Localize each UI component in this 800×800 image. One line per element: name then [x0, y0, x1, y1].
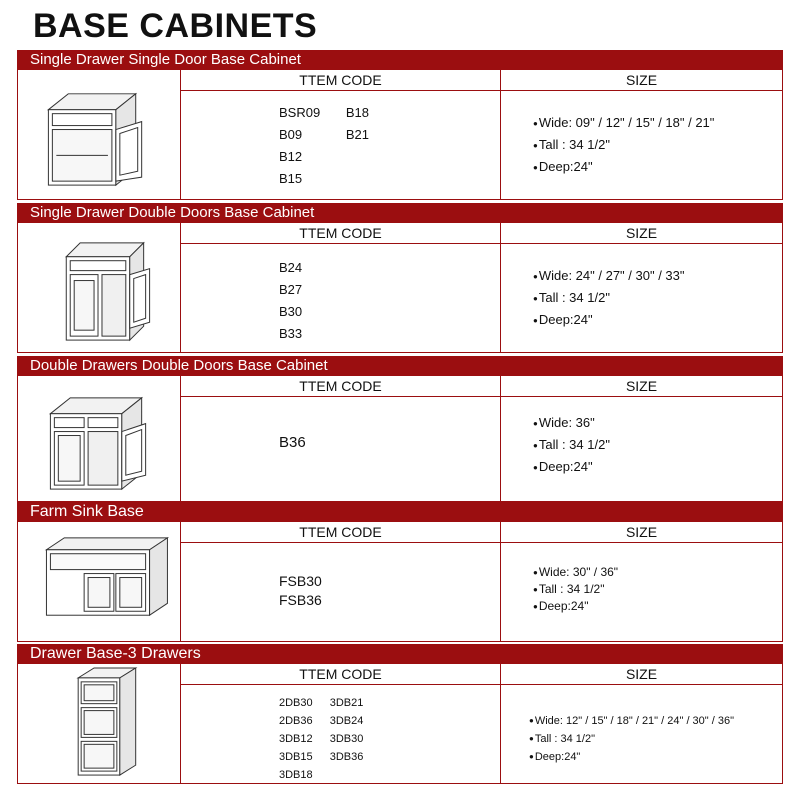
- item-code: 3DB15: [279, 751, 313, 763]
- size-deep: ● Deep:24": [533, 598, 618, 615]
- item-codes: [279, 432, 328, 454]
- section-title: Single Drawer Double Doors Base Cabinet: [17, 203, 783, 223]
- section-title: Double Drawers Double Doors Base Cabinet: [17, 356, 783, 376]
- size-column-header: SIZE: [501, 522, 782, 543]
- section-single-drawer-double-doors: [17, 203, 783, 353]
- item-code: FSB36: [279, 592, 322, 608]
- size-tall: ● Tall : 34 1/2": [533, 581, 618, 598]
- item-codes: [279, 257, 324, 345]
- item-code: B15: [279, 171, 303, 186]
- item-code: B33: [279, 326, 303, 341]
- item-code: 3DB18: [279, 769, 313, 781]
- code-column-header: TTEM CODE: [181, 522, 500, 543]
- item-code: FSB30: [279, 573, 322, 589]
- item-codes: [279, 694, 385, 784]
- size-tall: ● Tall : 34 1/2": [533, 434, 610, 456]
- section-farm-sink-base: [17, 502, 783, 642]
- section-drawer-base-3-drawers: [17, 644, 783, 784]
- item-code: 3DB30: [329, 733, 364, 745]
- section-title: Drawer Base-3 Drawers: [17, 644, 783, 664]
- item-code: B12: [279, 149, 303, 164]
- size-wide: ● Wide: 30" / 36": [533, 564, 618, 581]
- section-single-drawer-single-door: [17, 50, 783, 200]
- size-list: [533, 265, 685, 331]
- size-list: [533, 412, 610, 478]
- item-code: B36: [279, 434, 306, 451]
- item-code: B27: [279, 282, 303, 297]
- item-code: 3DB12: [279, 733, 313, 745]
- size-tall: ● Tall : 34 1/2": [529, 730, 734, 748]
- section-double-drawers-double-doors: [17, 356, 783, 502]
- size-wide: ● Wide: 36": [533, 412, 610, 434]
- section-title: Farm Sink Base: [17, 502, 783, 522]
- code-column-header: TTEM CODE: [181, 70, 500, 91]
- item-code: 3DB24: [329, 715, 364, 727]
- size-deep: ● Deep:24": [529, 748, 734, 766]
- code-column-header: TTEM CODE: [181, 376, 500, 397]
- code-column-header: TTEM CODE: [181, 223, 500, 244]
- item-code: 2DB36: [279, 715, 313, 727]
- size-column-header: SIZE: [501, 664, 782, 685]
- item-codes: [279, 572, 344, 610]
- size-list: [529, 712, 734, 766]
- item-codes: [279, 102, 391, 190]
- cabinet-illustration: [18, 70, 181, 199]
- item-code: 2DB30: [279, 697, 313, 709]
- cabinet-illustration: [18, 376, 181, 501]
- size-wide: ● Wide: 24" / 27" / 30" / 33": [533, 265, 685, 287]
- page-title: BASE CABINETS: [33, 7, 318, 45]
- item-code: 3DB36: [329, 751, 364, 763]
- cabinet-illustration: [18, 664, 181, 783]
- item-code: BSR09: [279, 105, 321, 120]
- size-tall: ● Tall : 34 1/2": [533, 134, 714, 156]
- item-code: B21: [345, 127, 369, 142]
- size-column-header: SIZE: [501, 376, 782, 397]
- item-code: B30: [279, 304, 303, 319]
- size-deep: ● Deep:24": [533, 456, 610, 478]
- item-code: B09: [279, 127, 303, 142]
- cabinet-illustration: [18, 223, 181, 352]
- item-code: B24: [279, 260, 303, 275]
- section-title: Single Drawer Single Door Base Cabinet: [17, 50, 783, 70]
- size-wide: ● Wide: 12" / 15" / 18" / 21" / 24" / 30" / 36": [529, 712, 734, 730]
- size-deep: ● Deep:24": [533, 156, 714, 178]
- size-column-header: SIZE: [501, 70, 782, 91]
- size-list: [533, 112, 714, 178]
- size-tall: ● Tall : 34 1/2": [533, 287, 685, 309]
- size-wide: ● Wide: 09" / 12" / 15" / 18" / 21": [533, 112, 714, 134]
- code-column-header: TTEM CODE: [181, 664, 500, 685]
- size-column-header: SIZE: [501, 223, 782, 244]
- item-code: 3DB21: [329, 697, 364, 709]
- size-list: [533, 564, 618, 615]
- size-deep: ● Deep:24": [533, 309, 685, 331]
- item-code: B18: [345, 105, 369, 120]
- cabinet-illustration: [18, 522, 181, 641]
